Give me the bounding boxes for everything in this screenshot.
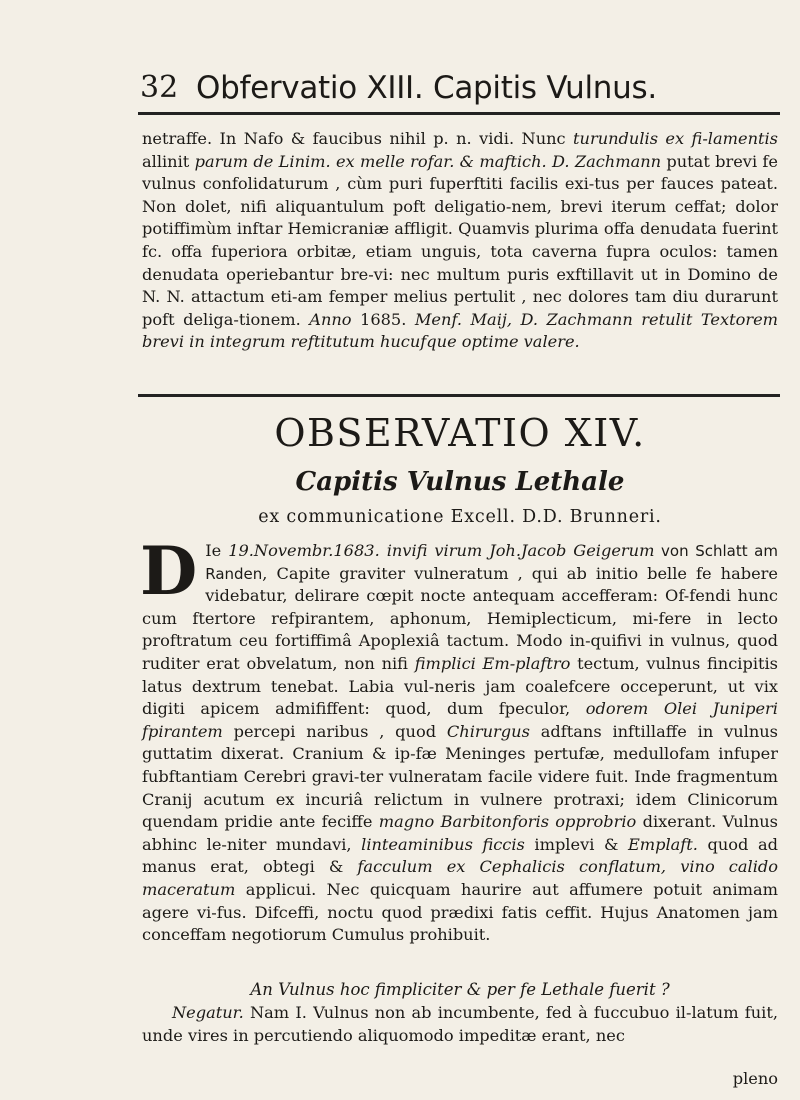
text-run: Nam I. Vulnus non ab incumbente, fed à fuccubuo il-latum fuit, unde vires in percutiendo aliquomodo impeditæ erant, nec bbox=[142, 1003, 778, 1045]
text-run: implevi & bbox=[524, 834, 628, 854]
italic-run: 19.Novembr.1683. invifi virum Joh.Jacob Geigerum bbox=[228, 541, 655, 560]
text-run: quod ad manus erat, obtegi & bbox=[142, 834, 778, 877]
text-run: dixerant. Vulnus abhinc le-niter mundavi, bbox=[142, 812, 778, 854]
italic-run: Emplaft. bbox=[627, 834, 698, 854]
text-run: percepi naribus , quod bbox=[222, 721, 447, 741]
text-run: netraffe. In Nafo & faucibus nihil p. n. vidi. Nunc bbox=[142, 129, 574, 148]
italic-run: Negatur. bbox=[172, 1003, 244, 1022]
running-title: Obfervatio XIII. Capitis Vulnus. bbox=[196, 70, 657, 106]
text-run: 1685. bbox=[351, 309, 415, 329]
observation-heading: OBSERVATIO XIV. bbox=[274, 411, 646, 455]
observation-subtitle: Capitis Vulnus Lethale bbox=[295, 467, 625, 497]
italic-run: facculum ex Cephalicis conflatum, vino calido maceratum bbox=[142, 857, 778, 899]
text-run: Ie bbox=[205, 541, 229, 560]
running-head bbox=[140, 68, 780, 112]
italic-run: turundulis ex fi-lamentis bbox=[573, 129, 778, 148]
italic-run: Chirurgus bbox=[446, 721, 530, 741]
italic-run: odorem Olei Juniperi fpirantem bbox=[142, 699, 778, 741]
catchword: pleno bbox=[732, 1069, 778, 1088]
paragraph-observation-xiii-end bbox=[142, 128, 778, 354]
observation-source: ex communicatione Excell. D.D. Brunneri. bbox=[258, 507, 662, 527]
page-number: 32 bbox=[140, 70, 179, 105]
italic-run: parum de Linim. ex melle rofar. & maftich. bbox=[194, 151, 547, 171]
question-heading: An Vulnus hoc fimpliciter & per fe Lethale fuerit ? bbox=[250, 980, 670, 999]
blackletter-run: von Schlatt am Randen bbox=[205, 542, 778, 583]
italic-run: Menf. Maij, D. Zachmann retulit Textorem brevi in integrum reftitutum hucufque optime valere. bbox=[142, 309, 778, 352]
italic-run: Anno bbox=[309, 309, 352, 329]
text-run: tectum, vulnus fincipitis latus dextrum tenebat. Labia vul-neris jam coalefcere occeperunt, ut vix digiti apicem admififfent: quod, dum fpeculor, bbox=[142, 653, 778, 719]
italic-run: D. Zachmann bbox=[551, 151, 662, 171]
italic-run: linteaminibus ficcis bbox=[361, 834, 525, 854]
drop-cap: D bbox=[140, 532, 198, 610]
paragraph-case-history bbox=[140, 532, 778, 947]
italic-run: magno Barbitonforis opprobrio bbox=[378, 812, 637, 832]
text-run: allinit bbox=[142, 151, 195, 171]
text-run: putat brevi fe vulnus confolidaturum , cùm puri fuperftiti facilis exi-tus per fauces pateat. Non dolet, nifi aliquantulum poft deligatio-nem, brevi iterum ceffat; dolor potiffimùm inftar Hemicraniæ affligit. Quamvis plurima offa denudata fuerint fc. offa fuperiora orbitæ, etiam unguis, tota caverna fupra oculos: tamen denudata operiebantur bre-vi: nec multum puris exftillavit ut in Domino de N. N. attactum eti-am femper melius pertulit , nec dolores tam diu durarunt poft deliga-tionem. bbox=[142, 151, 778, 329]
italic-run: fimplici Em-plaftro bbox=[414, 653, 571, 673]
text-run: adftans inftillaffe in vulnus guttatim dixerat. Cranium & ip-fæ Meninges pertufæ, medullofam infuper fubftantiam Cerebri gravi-ter vulneratam facile videre fuit. Inde fragmentum Cranij acutum ex incuriâ relictum in vulnere protraxi; idem Clinicorum quendam pridie ante feciffe bbox=[142, 721, 778, 832]
section-separator-rule bbox=[138, 394, 780, 397]
paragraph-answer bbox=[142, 1002, 778, 1047]
header-rule bbox=[138, 112, 780, 115]
text-run: applicui. Nec quicquam haurire aut affumere potuit animam agere vi-fus. Difceffi, noctu quod prædixi fatis ceffit. Hujus Anatomen jam conceffam negotiorum Cumulus prohibuit. bbox=[142, 879, 778, 945]
text-run: , Capite graviter vulneratum , qui ab initio belle fe habere videbatur, delirare cœpit nocte antequam accefferam: Of-fendi hunc cum ftertore refpirantem, aphonum, Hemiplecticum, mi-fere in lecto proftratum ceu fortiffimâ Apoplexiâ tactum. Modo in-quifivi in vulnus, quod ruditer erat obvelatum, non nifi bbox=[142, 563, 778, 673]
